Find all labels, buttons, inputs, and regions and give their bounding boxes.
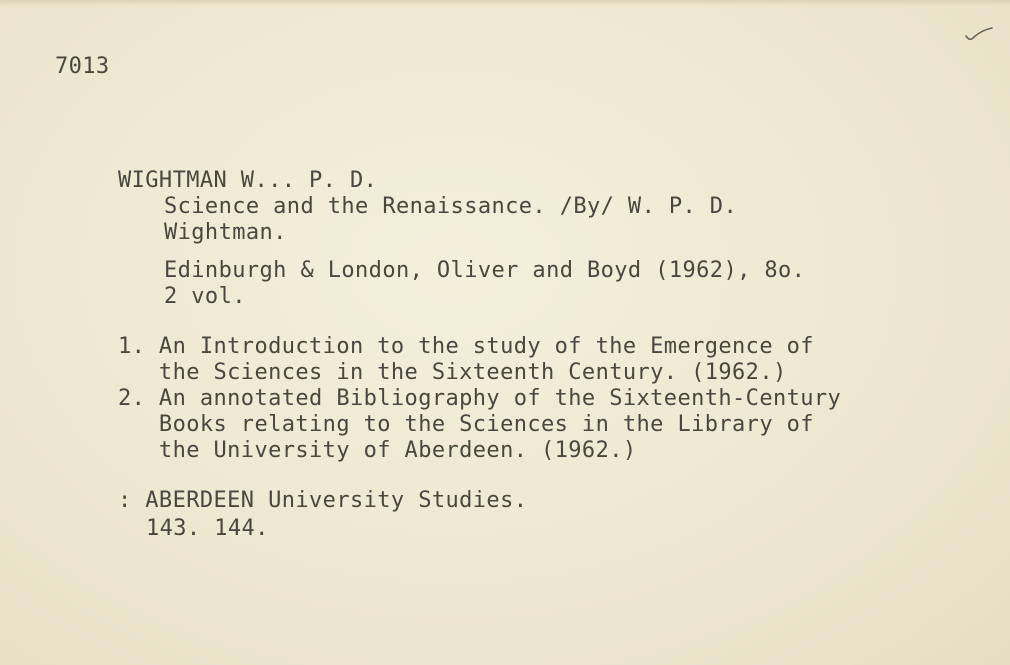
contents-line: 2. An annotated Bibliography of the Sixteenth-Century	[118, 386, 842, 411]
contents-line: the Sciences in the Sixteenth Century. (1962.)	[118, 360, 787, 385]
author-heading: WIGHTMAN W... P. D.	[118, 168, 378, 193]
call-number: 7013	[55, 54, 110, 79]
imprint-line-2: 2 vol.	[164, 284, 246, 309]
contents-line: Books relating to the Sciences in the Library of	[118, 412, 814, 437]
series-line-1: : ABERDEEN University Studies.	[118, 488, 528, 513]
contents-line: the University of Aberdeen. (1962.)	[118, 438, 637, 463]
title-line-2: Wightman.	[164, 220, 287, 245]
imprint-line-1: Edinburgh & London, Oliver and Boyd (1962), 8o.	[164, 258, 806, 283]
contents-line: 1. An Introduction to the study of the Emergence of	[118, 334, 814, 359]
pencil-tick-icon	[962, 22, 996, 44]
series-line-2: 143. 144.	[146, 516, 269, 541]
title-line-1: Science and the Renaissance. /By/ W. P. D.	[164, 194, 738, 219]
